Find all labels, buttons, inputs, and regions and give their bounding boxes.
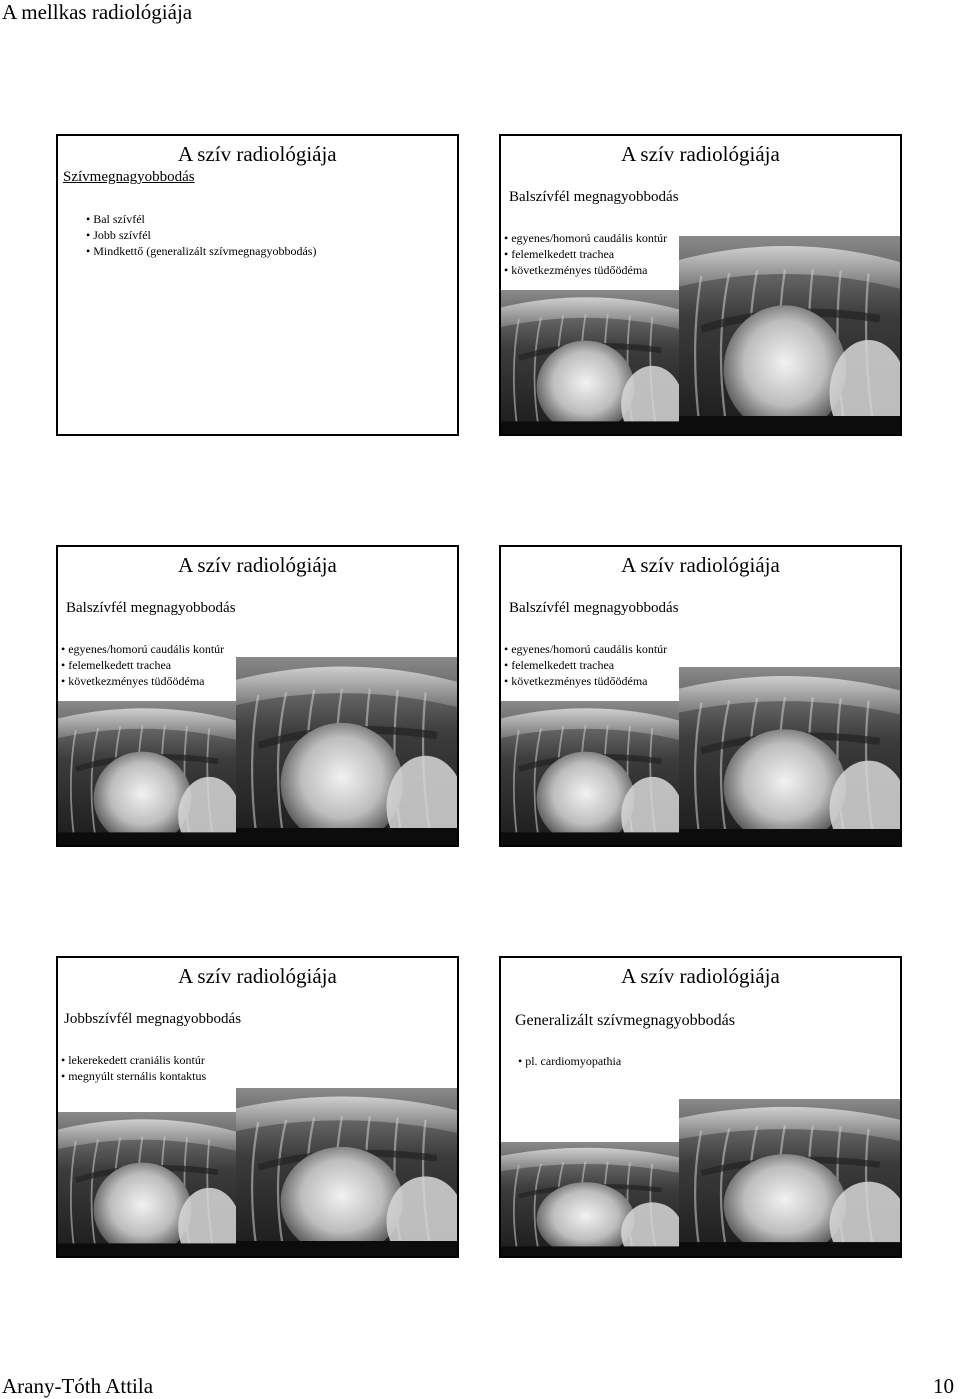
bullet-list	[61, 1052, 206, 1084]
list-item: • Bal szívfél	[86, 211, 316, 227]
xray-image-lateral	[501, 1142, 679, 1258]
xray-image-detail	[236, 657, 459, 847]
bullet-list	[504, 641, 667, 689]
xray-image-detail	[679, 667, 902, 847]
list-item: • felemelkedett trachea	[61, 657, 224, 673]
list-item: • következményes tüdőödéma	[504, 673, 667, 689]
slide-2	[499, 134, 902, 436]
slide-title: A szív radiológiája	[178, 553, 337, 577]
bullet-list	[504, 230, 667, 278]
slide-1	[56, 134, 459, 436]
list-item: • felemelkedett trachea	[504, 657, 667, 673]
xray-image-detail	[236, 1088, 459, 1258]
xray-image-detail	[679, 1099, 902, 1258]
xray-image-lateral	[501, 701, 679, 847]
slide-subtitle: Balszívfél megnagyobbodás	[66, 600, 236, 616]
xray-image-detail	[679, 236, 902, 436]
list-item: • megnyúlt sternális kontaktus	[61, 1068, 206, 1084]
list-item: • egyenes/homorú caudális kontúr	[61, 641, 224, 657]
list-item: • következményes tüdőödéma	[61, 673, 224, 689]
list-item: • lekerekedett craniális kontúr	[61, 1052, 206, 1068]
slide-title: A szív radiológiája	[621, 964, 780, 988]
list-item: • egyenes/homorú caudális kontúr	[504, 230, 667, 246]
slide-subtitle: Jobbszívfél megnagyobbodás	[64, 1011, 242, 1027]
xray-image-lateral	[58, 1112, 236, 1258]
list-item: • Jobb szívfél	[86, 227, 316, 243]
list-item: • Mindkettő (generalizált szívmegnagyobbodás)	[86, 243, 316, 259]
slide-subtitle: Szívmegnagyobbodás	[63, 169, 195, 185]
xray-image-lateral	[501, 290, 679, 436]
slide-4	[499, 545, 902, 847]
bullet-list	[518, 1053, 621, 1069]
slide-title: A szív radiológiája	[621, 142, 780, 166]
slide-6	[499, 956, 902, 1258]
slide-title: A szív radiológiája	[178, 964, 337, 988]
slide-subtitle: Generalizált szívmegnagyobbodás	[515, 1012, 735, 1029]
slide-subtitle: Balszívfél megnagyobbodás	[509, 600, 679, 616]
slide-title: A szív radiológiája	[621, 553, 780, 577]
page-number: 10	[933, 1374, 954, 1398]
xray-image-lateral	[58, 701, 236, 847]
slide-subtitle: Balszívfél megnagyobbodás	[509, 189, 679, 205]
list-item: • felemelkedett trachea	[504, 246, 667, 262]
page-header: A mellkas radiológiája	[2, 0, 193, 24]
slide-3	[56, 545, 459, 847]
list-item: • pl. cardiomyopathia	[518, 1053, 621, 1069]
slide-title: A szív radiológiája	[178, 142, 337, 166]
list-item: • következményes tüdőödéma	[504, 262, 667, 278]
list-item: • egyenes/homorú caudális kontúr	[504, 641, 667, 657]
bullet-list	[86, 211, 316, 259]
author-name: Arany-Tóth Attila	[2, 1374, 154, 1398]
bullet-list	[61, 641, 224, 689]
slide-5	[56, 956, 459, 1258]
